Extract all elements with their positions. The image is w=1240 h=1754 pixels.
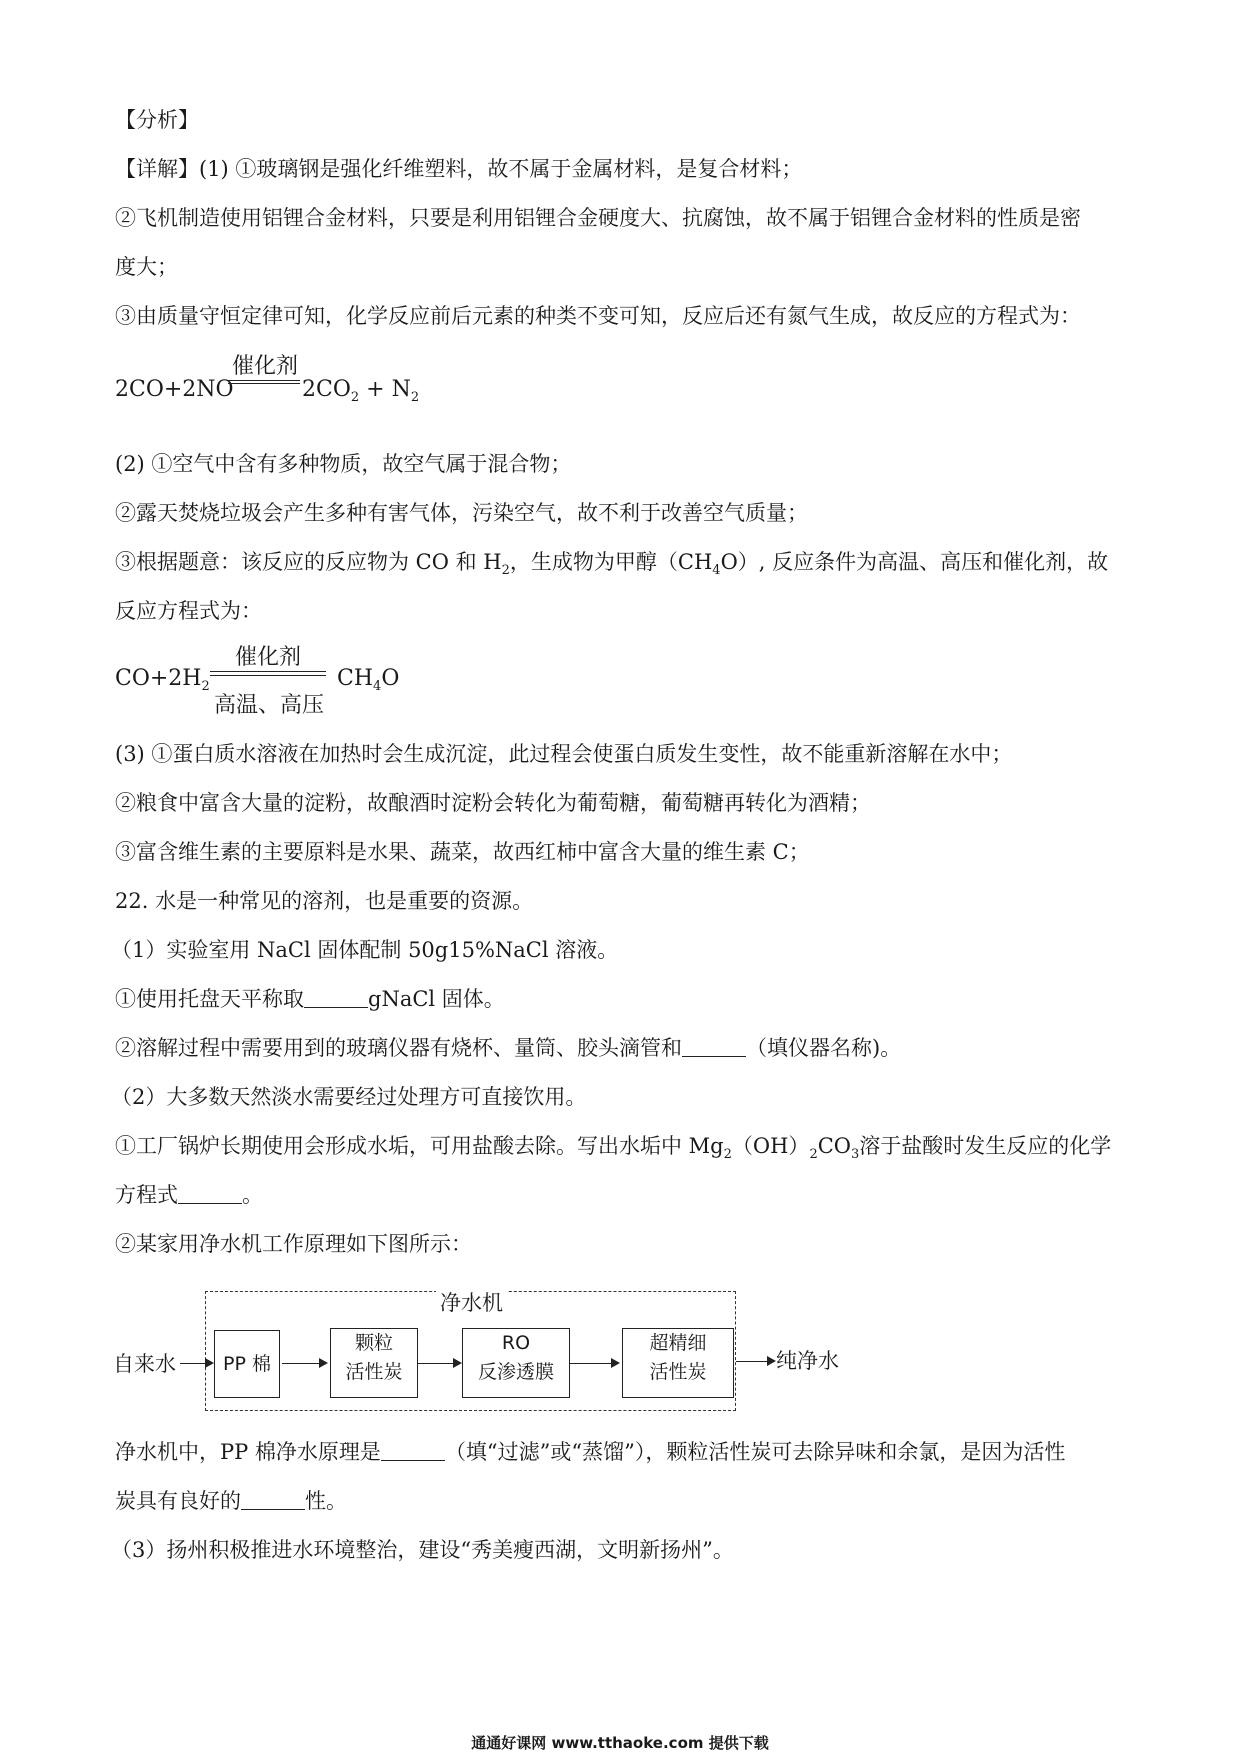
equation-1-equals [228,380,300,384]
text-seg: ，生成物为甲醇（CH [509,550,713,574]
question-22-title: 22. 水是一种常见的溶剂，也是重要的资源。 [115,889,534,913]
eq2-sub: 2 [201,679,210,694]
question-22-part2-3a [115,1438,1065,1466]
text-seg: 净水机中，PP 棉净水原理是 [115,1440,381,1464]
answer-blank[interactable] [682,1056,746,1057]
explanation-line-2-3b: 反应方程式为： [115,599,262,623]
diagram-title: 净水机 [436,1287,507,1317]
explanation-label: 【详解】 [115,157,199,181]
question-22-part1-2 [115,1034,901,1062]
equation-2-line-top [210,671,326,672]
question-22-part2-2: ②某家用净水机工作原理如下图所示： [115,1232,472,1256]
text-seg: CO [817,1134,852,1158]
explanation-line-2-1: (2) ①空气中含有多种物质，故空气属于混合物； [115,452,572,476]
question-22-part3: （3）扬州积极推进水环境整治，建设“秀美瘦西湖，文明新扬州”。 [111,1538,734,1562]
box-label: RO [501,1332,531,1354]
equation-2-condition-bottom: 高温、高压 [213,693,324,718]
explanation-line-1-1 [115,155,802,183]
sub-seg: 2 [723,1147,732,1162]
box-label: 超精细 [649,1332,707,1354]
explanation-line-3-2: ②粮食中富含大量的淀粉，故酿酒时淀粉会转化为葡萄糖，葡萄糖再转化为酒精； [115,791,871,815]
text-seg: 方程式 [115,1183,178,1207]
arrow-icon [418,1363,460,1364]
question-22-part2-1b [115,1181,263,1209]
box-granular-carbon [330,1328,418,1398]
sub-seg: 2 [501,563,510,578]
eq1-sub2: 2 [410,390,420,405]
equation-1-left: 2CO+2NO [115,377,234,402]
question-22-part2-1a [115,1132,1111,1169]
text-seg: （填“过滤”或“蒸馏”），颗粒活性炭可去除异味和余氯，是因为活性 [444,1440,1066,1464]
eq2-o: O [381,666,400,691]
explanation-line-3-3: ③富含维生素的主要原料是水果、蔬菜，故西红柿中富含大量的维生素 C； [115,840,810,864]
explanation-line-1-3: ③由质量守恒定律可知，化学反应前后元素的种类不变可知，反应后还有氮气生成，故反应的方程式为： [115,304,1081,328]
arrow-icon [282,1363,326,1364]
explanation-text: (1) ①玻璃钢是强化纤维塑料，故不属于金属材料，是复合材料； [199,157,803,181]
eq1-sub1: 2 [350,390,360,405]
arrow-icon [180,1363,212,1364]
answer-blank[interactable] [304,1007,368,1008]
box-label: 活性炭 [345,1361,403,1383]
text-seg: ①使用托盘天平称取 [115,987,304,1011]
text-seg: 炭具有良好的 [115,1489,241,1513]
eq1-co2: 2CO [302,377,351,402]
question-22-part2: （2）大多数天然淡水需要经过处理方可直接饮用。 [111,1085,587,1109]
explanation-line-1-2a: ②飞机制造使用铝锂合金材料，只要是利用铝锂合金硬度大、抗腐蚀，故不属于铝锂合金材料的性质是密 [115,206,1081,230]
explanation-line-1-2b: 度大； [115,255,178,279]
text-seg: （OH） [731,1134,810,1158]
question-22-part1: （1）实验室用 NaCl 固体配制 50g15%NaCl 溶液。 [111,938,619,962]
eq2-co: CO+2H [115,666,202,691]
arrow-icon [570,1363,618,1364]
explanation-line-3-1: (3) ①蛋白质水溶液在加热时会生成沉淀，此过程会使蛋白质发生变性，故不能重新溶解在水中； [115,742,1013,766]
eq1-n: + N [359,377,411,402]
answer-blank[interactable] [241,1509,305,1510]
eq2-ch: CH [337,666,374,691]
equation-2-condition-top: 催化剂 [234,645,301,670]
box-pp-cotton [214,1330,280,1398]
text-seg: 溶于盐酸时发生反应的化学 [859,1134,1112,1158]
equation-2-right [337,666,399,694]
analysis-heading: 【分析】 [115,108,199,132]
explanation-line-2-2: ②露天焚烧垃圾会产生多种有害气体，污染空气，故不利于改善空气质量； [115,501,808,525]
answer-blank[interactable] [381,1460,445,1461]
box-label: PP 棉 [223,1353,271,1375]
text-seg: 性。 [305,1489,347,1513]
equation-2-left [115,666,210,694]
question-22-part1-1 [115,985,505,1013]
sub-seg: 2 [809,1147,818,1162]
text-seg: gNaCl 固体。 [368,987,505,1011]
equation-1-condition: 催化剂 [231,354,298,379]
text-seg: 。 [242,1183,263,1207]
box-label: 反渗透膜 [477,1361,554,1383]
text-seg: （填仪器名称)。 [746,1036,902,1060]
eq2-sub4: 4 [373,679,382,694]
box-label: 颗粒 [354,1332,393,1354]
explanation-line-2-3a [115,548,1108,585]
diagram-input-label: 自来水 [113,1352,176,1376]
text-seg: ②溶解过程中需要用到的玻璃仪器有烧杯、量筒、胶头滴管和 [115,1036,682,1060]
diagram-output-label: 纯净水 [776,1349,839,1373]
text-seg: ①工厂锅炉长期使用会形成水垢，可用盐酸去除。写出水垢中 Mg [115,1134,724,1158]
equation-1-right [302,377,419,405]
box-ultrafine-carbon [622,1328,734,1398]
question-22-part2-3b [115,1487,347,1515]
box-label: 活性炭 [649,1361,707,1383]
arrow-icon [736,1361,774,1362]
sub-seg: 4 [712,563,721,578]
answer-blank[interactable] [178,1203,242,1204]
text-seg: O）, 反应条件为高温、高压和催化剂，故 [720,550,1109,574]
box-ro-membrane [462,1328,570,1398]
sub-seg: 3 [851,1147,860,1162]
equation-2-line-bottom [210,675,326,676]
text-seg: ③根据题意：该反应的反应物为 CO 和 H [115,550,502,574]
page-footer: 通通好课网 www.tthaoke.com 提供下载 [471,1734,769,1752]
